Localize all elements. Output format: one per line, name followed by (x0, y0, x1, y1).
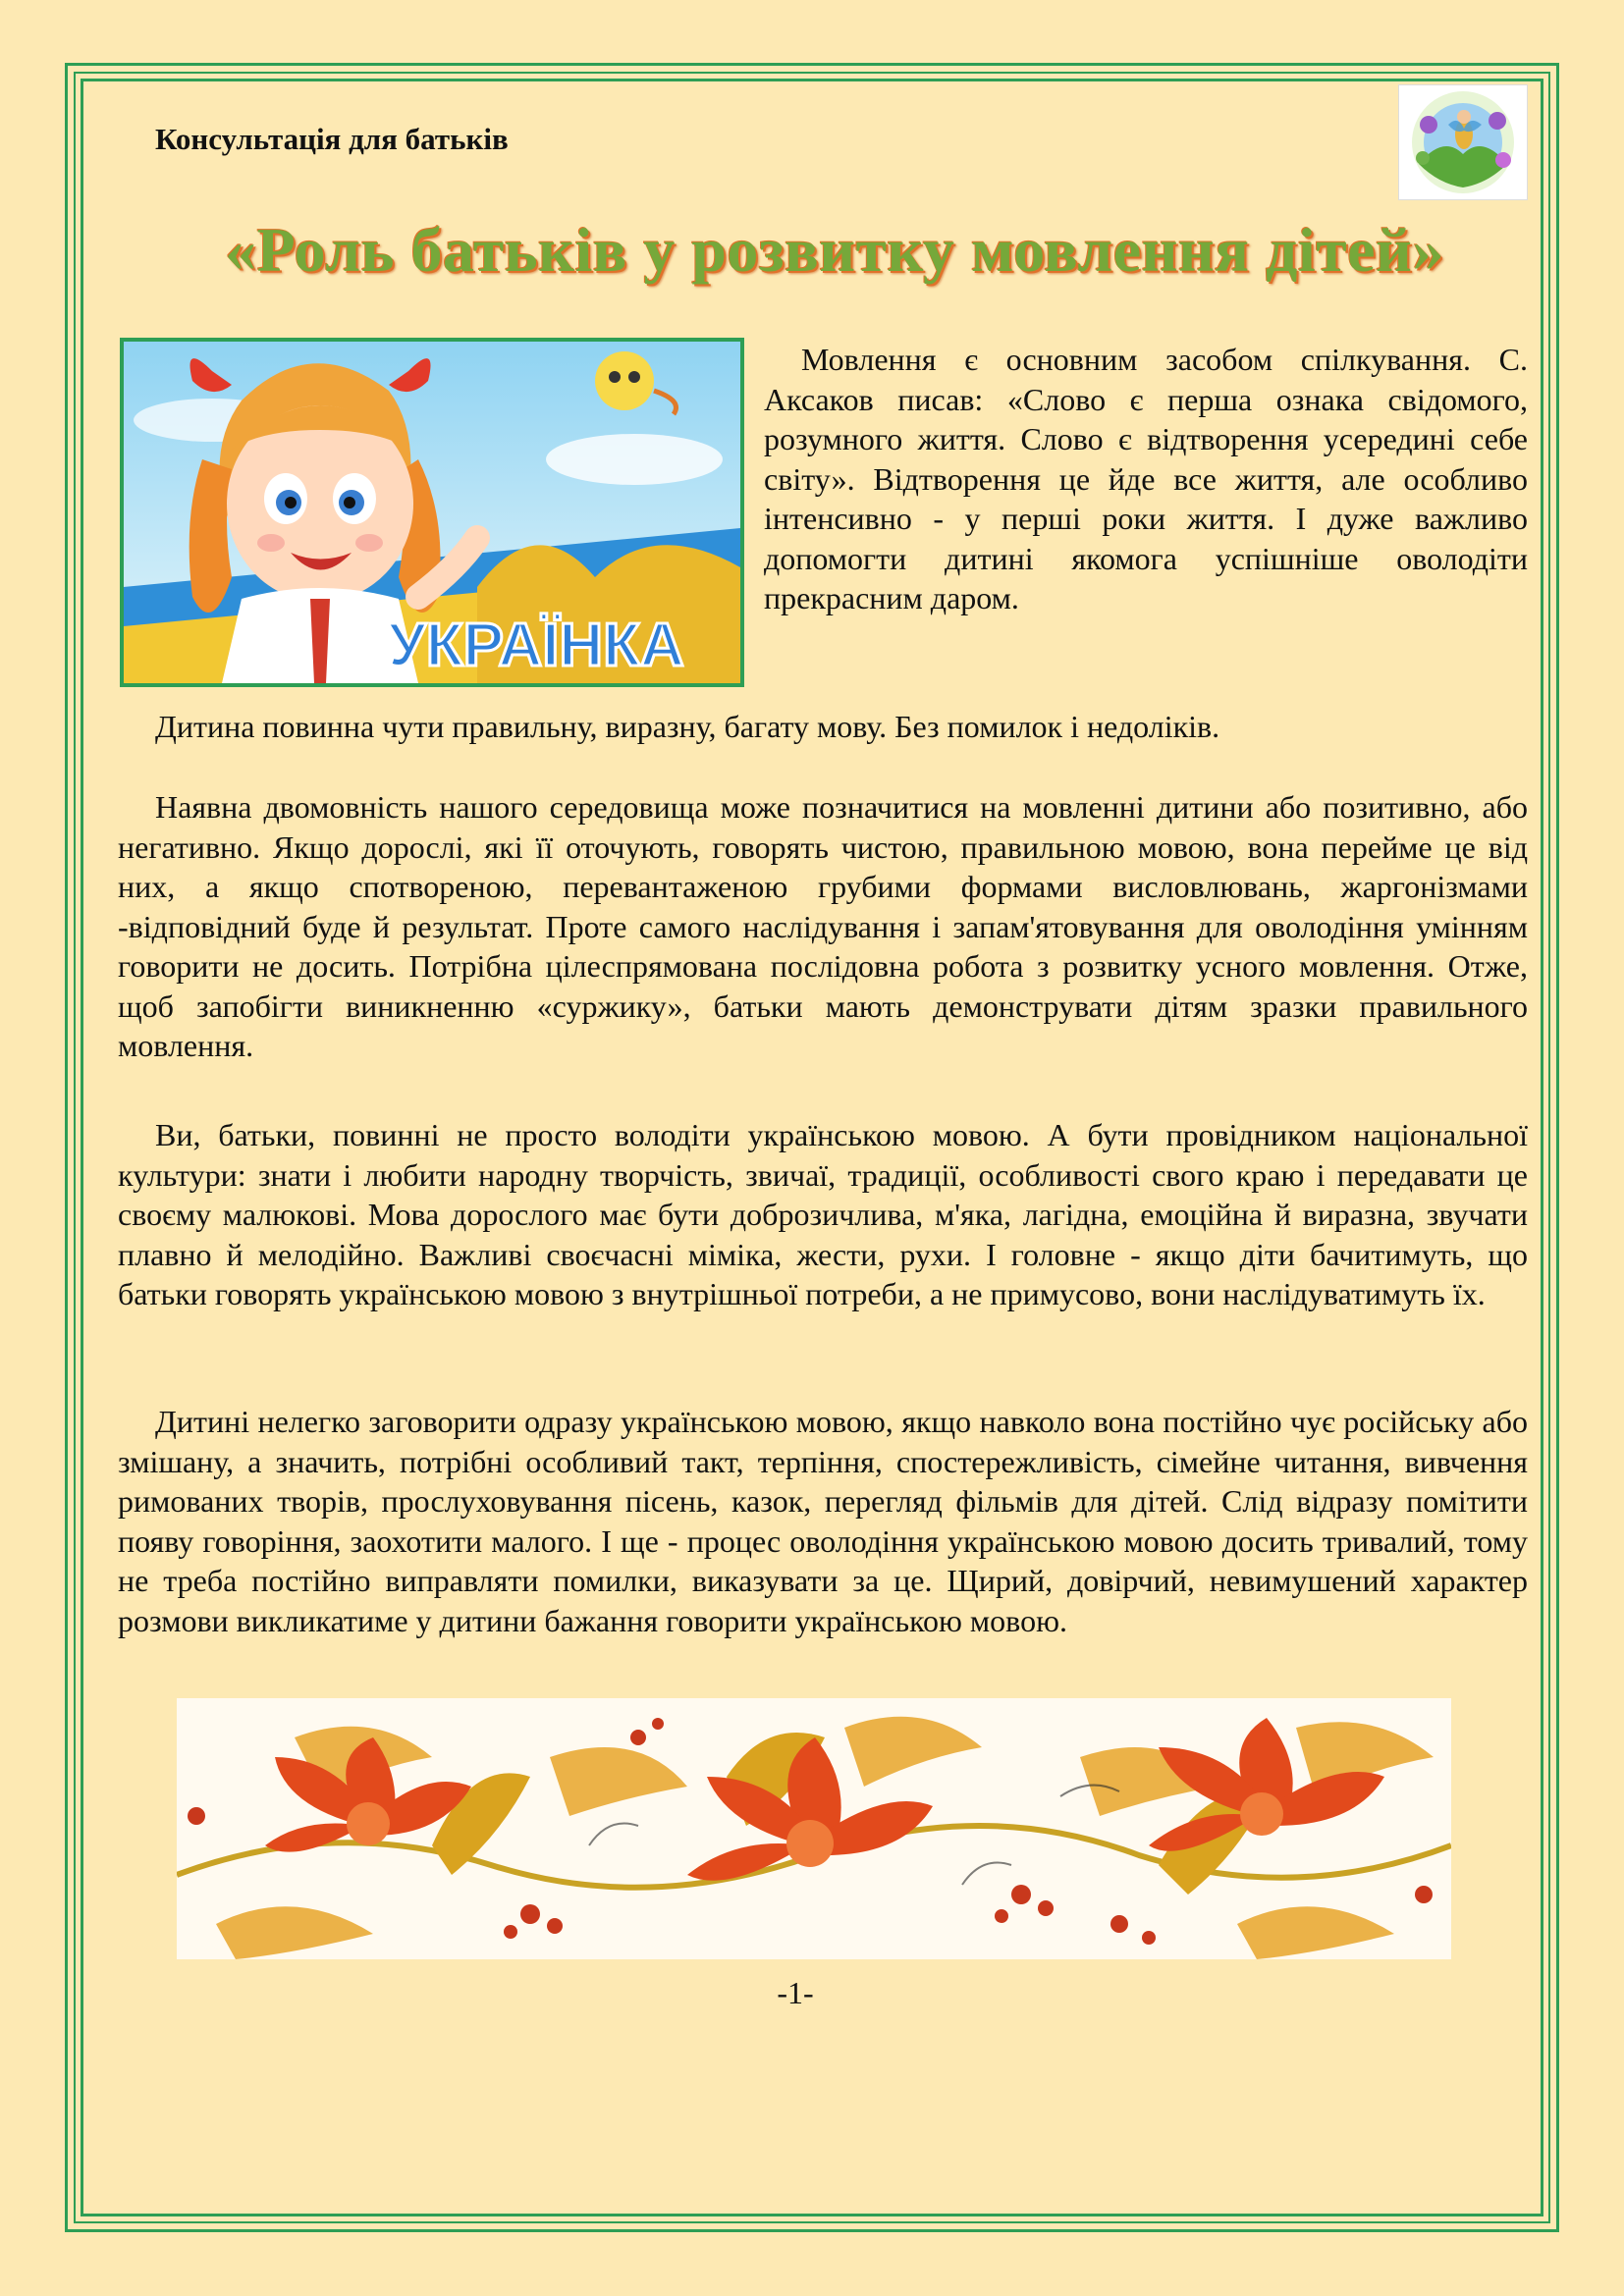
header-label: Консультація для батьків (155, 122, 509, 156)
paragraph-1: Дитина повинна чути правильну, виразну, багату мову. Без помилок і недоліків. (155, 709, 1220, 744)
hero-illustration (120, 338, 744, 687)
intro-text (764, 340, 1528, 618)
page-number: -1- (777, 1975, 814, 2010)
paragraph-3: Ви, батьки, повинні не просто володіти українською мовою. А бути провідником національної культури: знати і любити народну творчість, звичаї, традиції, особливості свого краю і передавати це своєму малюкові. Мова дорослого має бути доброзичлива, м'яка, лагідна, емоційна й виразна, звучати плавно й мелодійно. Важливі своєчасні міміка, жести, рухи. І головне - якщо діти бачитимуть, що батьки говорять українською мовою з внутрішньої потреби, а не примусово, вони наслідуватимуть їх. (118, 1117, 1528, 1311)
floral-ornament-image (177, 1698, 1451, 1959)
paragraph-4: Дитині нелегко заговорити одразу українською мовою, якщо навколо вона постійно чує російську або змішану, а значить, потрібні особливий такт, терпіння, спостережливість, сімейне читання, вивчення римованих творів, прослуховування пісень, казок, перегляд фільмів для дітей. Слід відразу помітити появу говоріння, заохотити малого. І ще - процес оволодіння українською мовою досить тривалий, тому не треба постійно виправляти помилки, виказувати за це. Щирий, довірчий, невимушений характер розмови викликатиме у дитини бажання говорити українською мовою. (118, 1404, 1528, 1638)
page-title: «Роль батьків у розвитку мовлення дітей» (225, 215, 1444, 285)
hero-caption: УКРАЇНКА (388, 612, 684, 679)
logo-image (1398, 84, 1528, 200)
paragraph-2: Наявна двомовність нашого середовища може позначитися на мовленні дитини або позитивно, або негативно. Якщо дорослі, які її оточують, говорять чистою, правильною мовою, вона перейме це від них, а якщо спотвореною, перевантаженою грубими формами висловлювань, жаргонізмами -відповідний буде й результат. Проте самого наслідування і запам'ятовування для оволодіння умінням говорити не досить. Потрібна цілеспрямована послідовна робота з розвитку усного мовлення. Отже, щоб запобігти виникненню «суржику», батьки мають демонструвати дітям зразки правильного мовлення. (118, 789, 1528, 1063)
intro-paragraph: Мовлення є основним засобом спілкування. С. Аксаков писав: «Слово є перша ознака свідомого, розумного життя. Слово є відтворення усередині себе світу». Відтворення це йде все життя, але особливо інтенсивно - у перші роки життя. І дуже важливо допомогти дитині якомога успішніше оволодіти прекрасним даром. (764, 342, 1528, 615)
